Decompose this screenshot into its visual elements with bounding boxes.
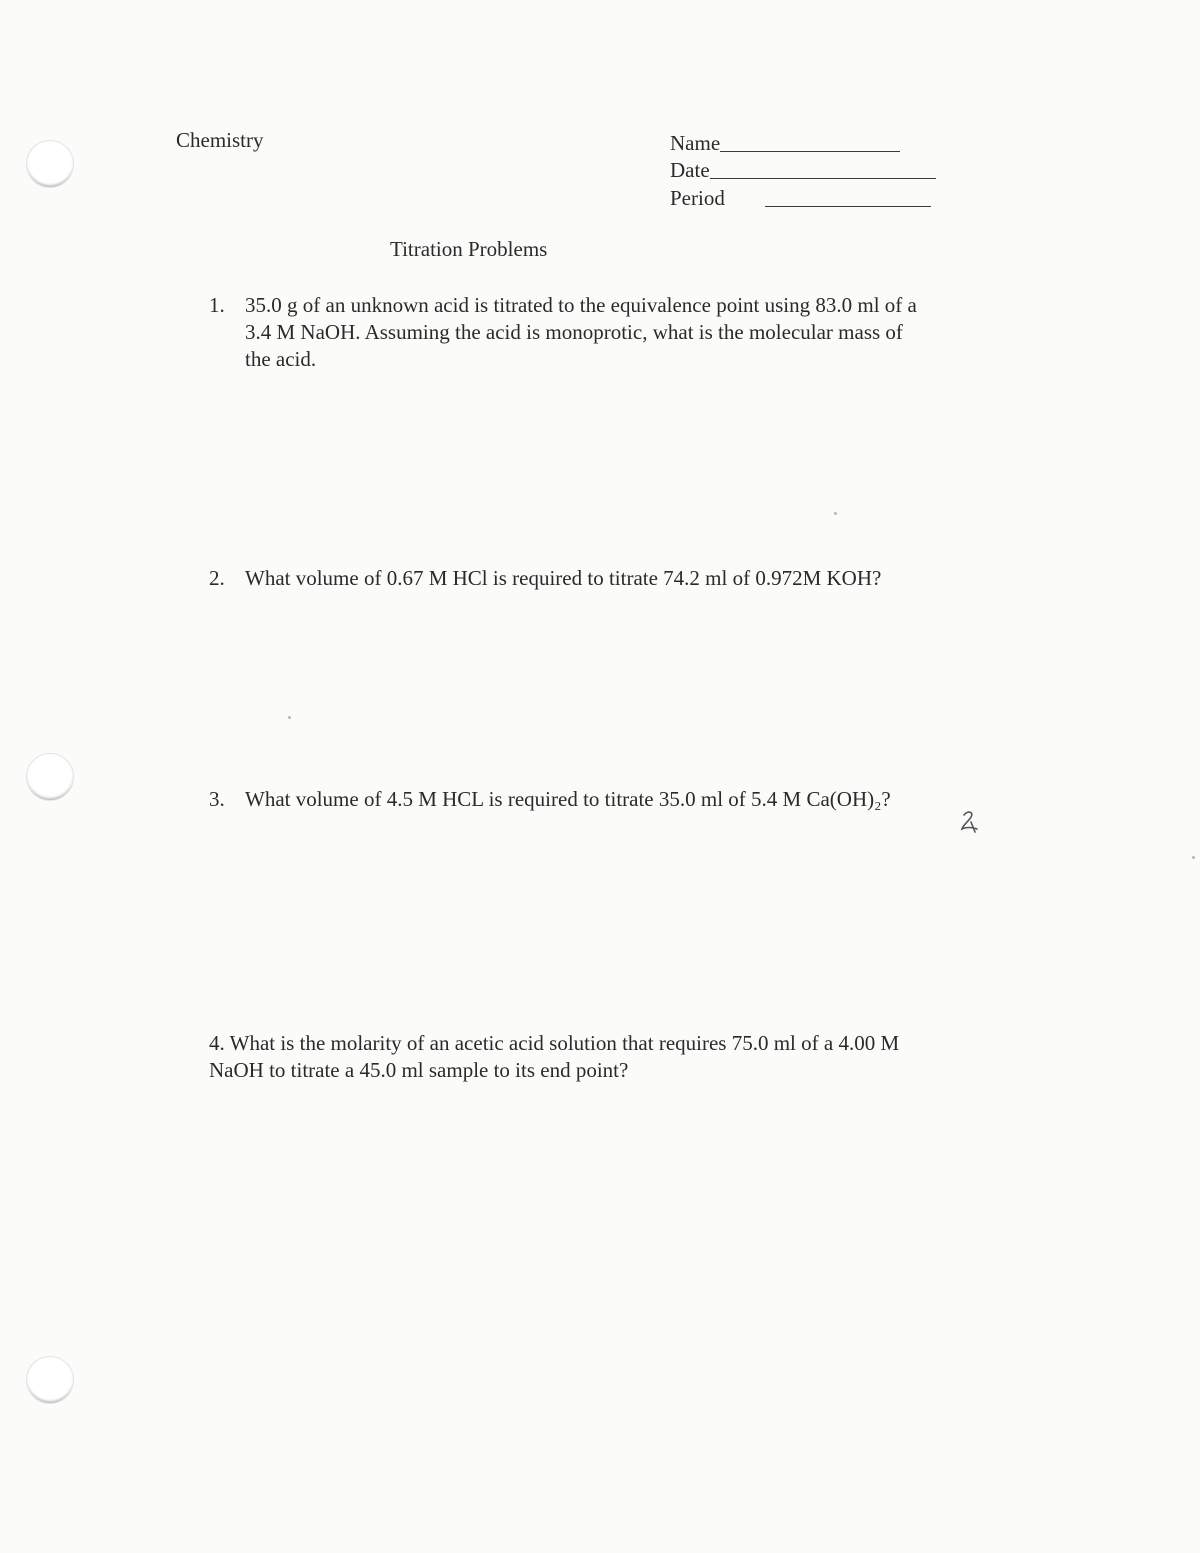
question-text: What is the molarity of an acetic acid solution that requires 75.0 ml of a 4.00 M NaOH to titrate a 45.0 ml sample to its end point? (209, 1031, 900, 1082)
name-field (670, 130, 900, 156)
question-4 (209, 1030, 1029, 1084)
question-number: 1. (209, 293, 225, 317)
handwritten-subscript-mark (958, 808, 980, 834)
period-field (670, 185, 931, 211)
date-blank-line (710, 177, 936, 179)
binder-hole-middle (26, 753, 74, 801)
name-label: Name (670, 131, 721, 155)
question-text: What volume of 0.67 M HCl is required to titrate 74.2 ml of 0.972M KOH? (245, 566, 882, 590)
subject-label: Chemistry (176, 128, 264, 152)
period-blank-line (765, 205, 931, 207)
date-field (670, 157, 936, 183)
binder-hole-bottom (26, 1356, 74, 1404)
question-number: 3. (209, 787, 225, 811)
period-label: Period (670, 186, 725, 210)
question-text: 35.0 g of an unknown acid is titrated to the equivalence point using 83.0 ml of a 3.4 M NaOH. Assuming the acid is monoprotic, what is the molecular mass of the acid. (245, 293, 917, 371)
scan-speck (1192, 856, 1195, 859)
question-1 (209, 292, 1029, 373)
binder-hole-top (26, 140, 74, 188)
question-3 (209, 786, 1029, 813)
scan-speck (288, 716, 291, 719)
scan-speck (834, 512, 837, 515)
question-text: What volume of 4.5 M HCL is required to titrate 35.0 ml of 5.4 M Ca(OH)₂? (245, 787, 891, 811)
question-number: 2. (209, 566, 225, 590)
question-2 (209, 565, 1029, 592)
question-number: 4. (209, 1031, 225, 1055)
name-blank-line (720, 150, 900, 152)
date-label: Date (670, 158, 710, 182)
page-title: Titration Problems (390, 237, 548, 261)
